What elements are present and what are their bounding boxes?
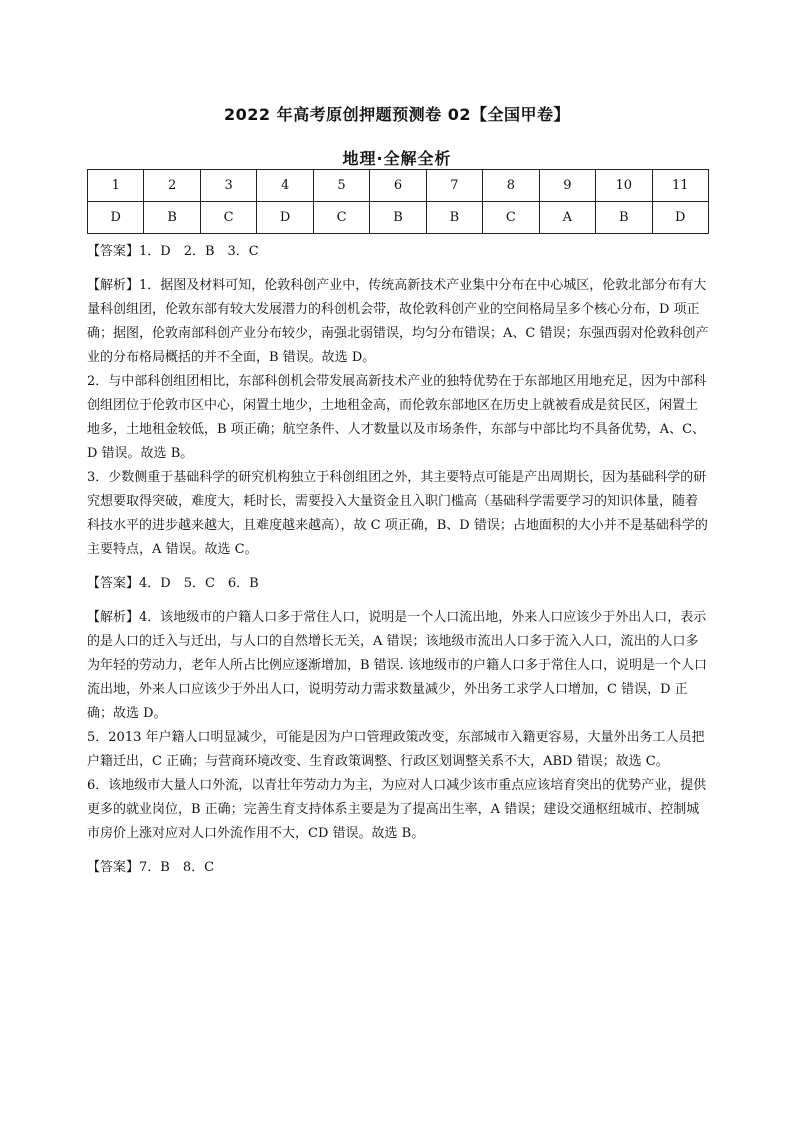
answer-cell: B [370,202,426,234]
question-number-cell: 9 [539,170,595,202]
question-number-cell: 11 [652,170,708,202]
answer-cell: C [200,202,256,234]
question-number-cell: 6 [370,170,426,202]
answer-cell: B [596,202,652,234]
answer-line: 【答案】7．B 8．C [87,860,215,875]
page-subtitle: 地理·全解全析 [342,149,452,168]
answer-cell: B [144,202,200,234]
answer-cell: A [539,202,595,234]
analysis-paragraph: 6．该地级市大量人口外流，以青壮年劳动力为主，为应对人口减少该市重点应该培育突出的优势产业，提供更多的就业岗位，B 正确；完善生育支持体系主要是为了提高出生率，A 错误；建设交通枢纽城市、控制城市房价上涨对应对人口外流作用不大，CD 错误。故选 B。 [87,778,707,841]
answer-cell: B [426,202,482,234]
question-number-cell: 8 [483,170,539,202]
answer-line: 【答案】4．D 5．C 6．B [87,576,259,591]
question-number-cell: 3 [200,170,256,202]
answer-cell: D [88,202,144,234]
solution-content [87,240,709,880]
question-number-cell: 5 [313,170,369,202]
answer-line: 【答案】1．D 2．B 3．C [87,244,259,259]
analysis-paragraph: 5．2013 年户籍人口明显减少，可能是因为户口管理政策改变，东部城市入籍更容易，大量外出务工人员把户籍迁出，C 正确；与营商环境改变、生育政策调整、行政区划调整关系不大，ABD 错误；故选 C。 [87,730,705,769]
question-number-cell: 4 [257,170,313,202]
question-number-cell: 2 [144,170,200,202]
analysis-paragraph: 【解析】4．该地级市的户籍人口多于常住人口，说明是一个人口流出地，外来人口应该少于外出人口，表示的是人口的迁入与迁出，与人口的自然增长无关，A 错误；该地级市流出人口多于流入人口，流出的人口多为年轻的劳动力，老年人所占比例应逐渐增加，B 错误. 该地级市的户籍人口多于常住人口，说明是一个人口流出地，外来人口应该少于外出人口，说明劳动力需求数量减少，外出务工求学人口增加，C 错误，D 正确；故选 D。 [87,610,707,721]
answer-table-answer-row [88,202,709,234]
analysis-paragraph: 2．与中部科创组团相比，东部科创机会带发展高新技术产业的独特优势在于东部地区用地充足，因为中部科创组团位于伦敦市区中心，闲置土地少，土地租金高，而伦敦东部地区在历史上就被看成是贫民区，闲置土地多，土地租金较低，B 项正确；航空条件、人才数量以及市场条件，东部与中部比均不具备优势，A、C、D 错误。故选 B。 [87,374,707,461]
question-number-cell: 1 [88,170,144,202]
analysis-paragraph: 3．少数侧重于基础科学的研究机构独立于科创组团之外，其主要特点可能是产出周期长，因为基础科学的研究想要取得突破，难度大，耗时长，需要投入大量资金且入职门槛高（基础科学需要学习的知识体量，随着科技水平的进步越来越大，且难度越来越高），故 C 项正确，B、D 错误；占地面积的大小并不是基础科学的主要特点，A 错误。故选 C。 [87,470,708,557]
answer-cell: C [483,202,539,234]
question-number-cell: 7 [426,170,482,202]
answer-cell: C [313,202,369,234]
question-number-cell: 10 [596,170,652,202]
answer-table-number-row [88,170,709,202]
answer-cell: D [652,202,708,234]
page-title: 2022 年高考原创押题预测卷 02【全国甲卷】 [224,105,570,124]
answer-table [87,169,709,234]
analysis-paragraph: 【解析】1．据图及材料可知，伦敦科创产业中，传统高新技术产业集中分布在中心城区，伦敦北部分布有大量科创组团，伦敦东部有较大发展潜力的科创机会带，故伦敦科创产业的空间格局呈多个核心分布，D 项正确；据图，伦敦南部科创产业分布较少，南强北弱错误，均匀分布错误；A、C 错误；东强西弱对伦敦科创产业的分布格局概括的并不全面，B 错误。故选 D。 [87,278,709,365]
answer-cell: D [257,202,313,234]
